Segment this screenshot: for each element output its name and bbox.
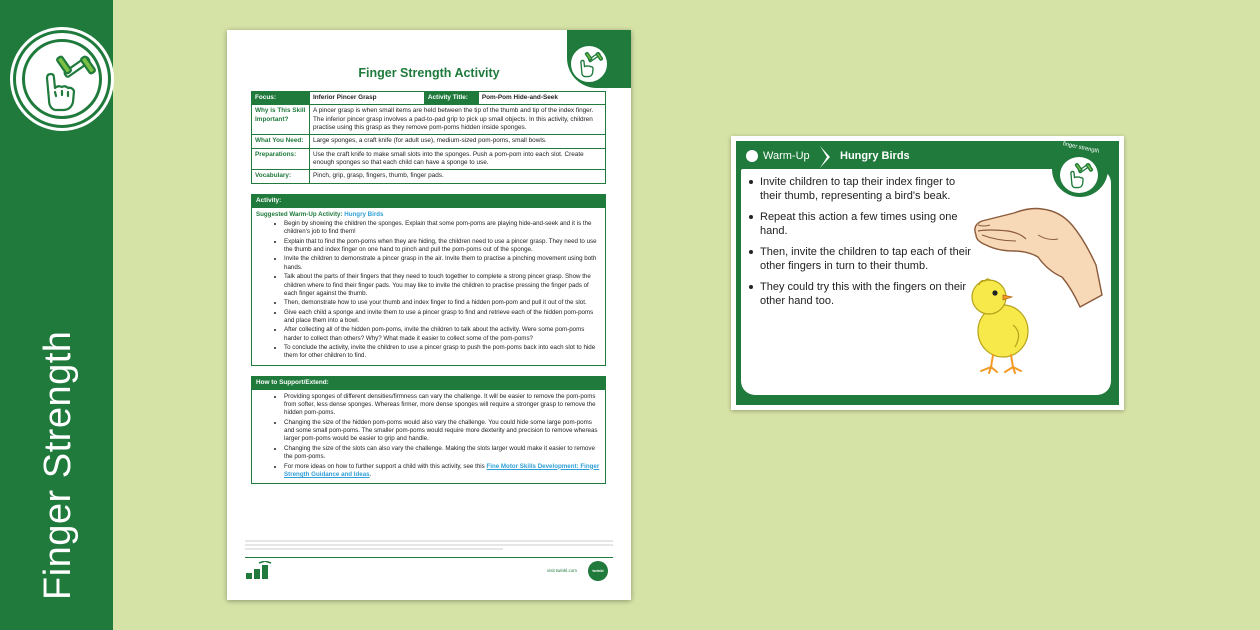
- list-item: • Explain that to find the pom-poms when they are hiding, the children need to use a pincer grasp. They need to use the thumb and index finger on one hand to pinch and pull the pom-poms out of the sponge.: [284, 238, 601, 255]
- list-item: • Begin by showing the children the sponges. Explain that some pom-poms are playing hide-and-seek and it is the children's job to find them!: [284, 220, 601, 237]
- activity-section: [251, 194, 606, 366]
- card-marker-circle: [746, 150, 758, 162]
- copyright-fine-print: [245, 540, 613, 554]
- card-instructions: [747, 175, 972, 315]
- list-item: • Invite the children to demonstrate a pincer grasp in the air. Invite them to practise a pinching movement using both hands.: [284, 255, 601, 272]
- prep-value: Use the craft knife to make small slots into the sponges. Push a pom-pom into each slot. Create enough sponges so that each child can have a sponge to use.: [310, 148, 606, 170]
- list-item: [284, 463, 601, 480]
- more-ideas-suffix: .: [369, 470, 372, 478]
- warmup-link[interactable]: Hungry Birds: [344, 210, 384, 218]
- list-item: • Then, demonstrate how to use your thumb and index finger to find a hidden pom-pom and pull it out of the slot.: [284, 299, 601, 307]
- focus-value: Inferior Pincer Grasp: [310, 92, 425, 105]
- more-ideas-text: For more ideas on how to further support a child with this activity, see this: [284, 462, 485, 470]
- document-title: Finger Strength Activity: [358, 66, 500, 80]
- card-badge-inner: [1058, 155, 1100, 195]
- footer-url[interactable]: visit twinkl.com: [547, 568, 578, 573]
- card-tag: Warm-Up: [763, 150, 810, 162]
- banner-title: Finger Strength: [37, 330, 79, 600]
- activity-info-table: [251, 91, 606, 184]
- warmup-suggestion: [256, 211, 601, 219]
- need-value: Large sponges, a craft knife (for adult use), medium-sized pom-poms, small bowls.: [310, 135, 606, 148]
- list-item: Repeat this action a few times using one hand.: [747, 210, 972, 238]
- list-item: • Changing the size of the slots can also vary the challenge. Making the slots larger would make it easier to remove the pom-poms.: [284, 445, 601, 462]
- need-label: What You Need:: [252, 135, 310, 148]
- finger-dumbbell-icon: [25, 42, 105, 122]
- why-label: Why is This Skill Important?: [252, 105, 310, 135]
- list-item: • Talk about the parts of their fingers that they need to touch together to complete a strong pincer grasp. Show the children where to find their finger pads. You may like to invite the children to practise pressing the finger pads of each finger against the thumb.: [284, 273, 601, 298]
- activity-document: [227, 30, 631, 600]
- support-heading: How to Support/Extend:: [252, 377, 605, 390]
- warmup-label: Suggested Warm-Up Activity:: [256, 210, 343, 218]
- twinkl-steps-logo-icon: [245, 561, 275, 581]
- card-title: Hungry Birds: [840, 150, 910, 162]
- activity-heading: Activity:: [252, 195, 605, 208]
- twinkl-seal: twinkl: [588, 561, 608, 581]
- focus-label: Focus:: [252, 92, 310, 105]
- vocab-label: Vocabulary:: [252, 170, 310, 183]
- activity-title-label: Activity Title:: [424, 92, 478, 105]
- list-item: • Give each child a sponge and invite them to use a pincer grasp to find and retrieve each of the hidden pom-poms and place them into a bowl.: [284, 309, 601, 326]
- list-item: Then, invite the children to tap each of their other fingers in turn to their thumb.: [747, 245, 972, 273]
- list-item: Invite children to tap their index finger to their thumb, representing a bird's beak.: [747, 175, 972, 203]
- why-value: A pincer grasp is when small items are held between the tip of the thumb and tip of the index finger. The inferior pincer grasp involves a pad-to-pad grip to pick up small objects. In this activity, children practise using this grasp as they remove pom-poms hidden inside sponges.: [310, 105, 606, 135]
- list-item: • Providing sponges of different densities/firmness can vary the challenge. It will be easier to remove the pom-poms from softer, less dense sponges. Whereas firmer, more dense sponges will require a stronger grasp to remove the hidden pom-poms.: [284, 393, 601, 418]
- list-item: • After collecting all of the hidden pom-poms, invite the children to talk about the activity. Were some pom-poms harder to collect than others? Why? What made it easier to collect some of the pom-poms?: [284, 326, 601, 343]
- activity-steps: [256, 220, 601, 361]
- guidance-link[interactable]: Fine Motor Skills Development: Finger Strength Guidance and Ideas: [284, 462, 600, 478]
- finger-dumbbell-icon: [1060, 157, 1098, 193]
- side-banner: [0, 0, 113, 630]
- activity-title-value: Pom-Pom Hide-and-Seek: [478, 92, 605, 105]
- support-list: [256, 393, 601, 480]
- list-item: • Changing the size of the hidden pom-poms would also vary the challenge. You could hide some large pom-poms and some small pom-poms. The smaller pom-poms would require more dexterity and precision to remove whereas larger pom-poms would be easier to grip and handle.: [284, 419, 601, 444]
- finger-strength-badge: [13, 30, 111, 128]
- prep-label: Preparations:: [252, 148, 310, 170]
- chick-illustration: [965, 275, 1037, 375]
- vocab-value: Pinch, grip, grasp, fingers, thumb, finger pads.: [310, 170, 606, 183]
- footer-divider: [245, 557, 613, 558]
- card-badge-text: finger strength: [1062, 141, 1100, 155]
- list-item: They could try this with the fingers on their other hand too.: [747, 280, 972, 308]
- support-section: [251, 376, 606, 484]
- list-item: • To conclude the activity, invite the children to use a pincer grasp to push the pom-poms back into each slot to hide them for other children to find.: [284, 344, 601, 361]
